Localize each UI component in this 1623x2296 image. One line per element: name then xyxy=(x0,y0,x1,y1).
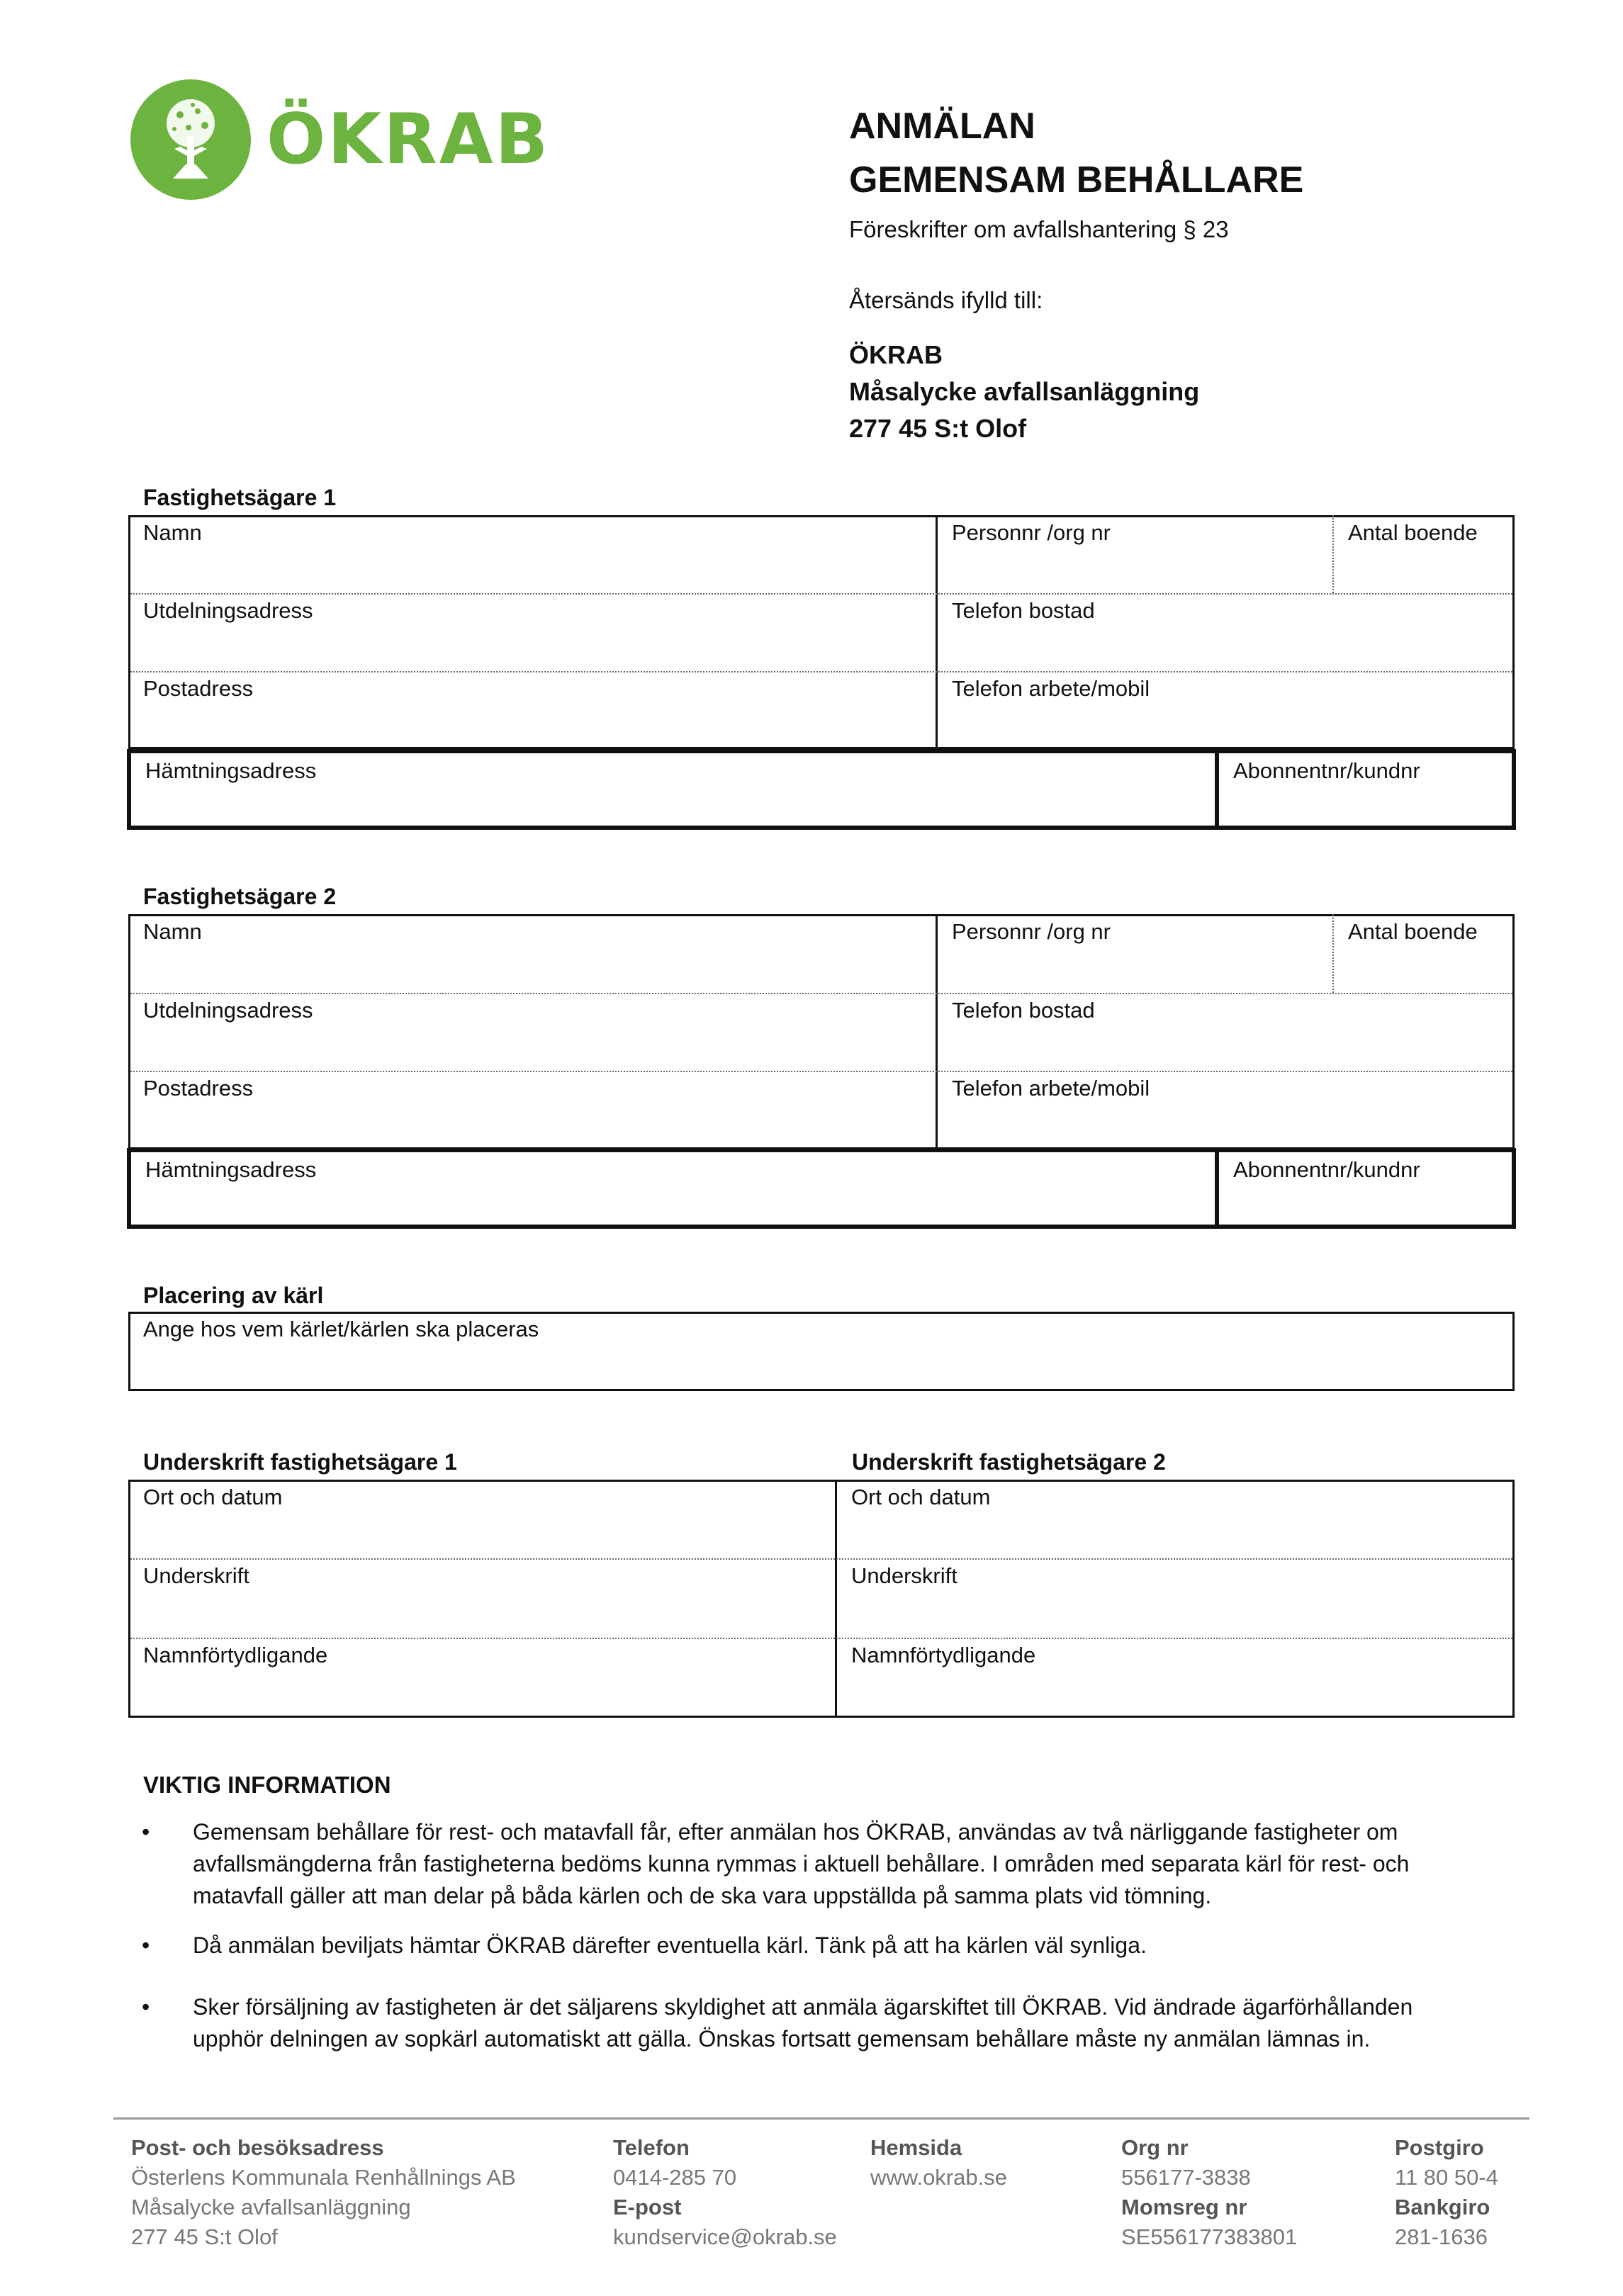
owner1-phone-home-field[interactable] xyxy=(938,594,1512,670)
owner2-personnr-field[interactable] xyxy=(938,915,1332,992)
field-label: Namnförtydligande xyxy=(143,1643,328,1667)
return-address-line-3: 277 45 S:t Olof xyxy=(849,414,1027,443)
footer-bankgiro-value: 281-1636 xyxy=(1395,2224,1488,2249)
title-line-2: GEMENSAM BEHÅLLARE xyxy=(849,159,1304,201)
field-label: Utdelningsadress xyxy=(143,998,313,1023)
bullet-icon: • xyxy=(142,1932,150,1958)
footer-web-label: Hemsida xyxy=(870,2135,962,2160)
footer-web xyxy=(870,2133,1007,2193)
field-label: Underskrift xyxy=(851,1563,957,1588)
field-label: Hämtningsadress xyxy=(145,758,317,783)
field-label: Personnr /org nr xyxy=(952,520,1111,545)
field-label: Personnr /org nr xyxy=(952,919,1111,944)
footer-bankgiro-label: Bankgiro xyxy=(1395,2195,1490,2219)
info-title: VIKTIG INFORMATION xyxy=(143,1772,391,1798)
footer-org-value: 556177-3838 xyxy=(1121,2165,1251,2190)
owner2-residents-field[interactable] xyxy=(1334,915,1512,992)
footer-web-link[interactable]: www.okrab.se xyxy=(870,2165,1007,2190)
field-label: Namn xyxy=(143,919,202,944)
owner2-section-title: Fastighetsägare 2 xyxy=(143,884,337,909)
footer-org-label: Org nr xyxy=(1121,2135,1189,2160)
footer-address-line: Måsalycke avfallsanläggning xyxy=(131,2195,411,2219)
return-address xyxy=(849,337,1199,447)
owner2-phone-home-field[interactable] xyxy=(938,994,1512,1070)
field-label: Utdelningsadress xyxy=(143,598,313,623)
return-address-line-2: Måsalycke avfallsanläggning xyxy=(849,377,1200,406)
field-label: Telefon arbete/mobil xyxy=(952,1076,1150,1101)
field-label: Underskrift xyxy=(143,1563,249,1588)
owner1-subscriber-nr-field[interactable] xyxy=(1219,754,1511,825)
title-line-1: ANMÄLAN xyxy=(849,106,1035,147)
owner2-subscriber-nr-field[interactable] xyxy=(1219,1153,1511,1224)
field-label: Postadress xyxy=(143,1076,254,1101)
footer-vat-value: SE556177383801 xyxy=(1121,2224,1298,2249)
owner1-phone-work-field[interactable] xyxy=(938,672,1512,748)
owner2-delivery-address-field[interactable] xyxy=(129,994,936,1070)
field-label: Namn xyxy=(143,520,202,545)
field-label: Abonnentnr/kundnr xyxy=(1233,1157,1420,1182)
field-label: Telefon arbete/mobil xyxy=(952,676,1150,701)
field-label: Postadress xyxy=(143,676,254,701)
footer-payment xyxy=(1395,2133,1498,2252)
footer-postgiro-label: Postgiro xyxy=(1395,2135,1484,2160)
footer-divider xyxy=(113,2117,1529,2120)
footer-address-label: Post- och besöksadress xyxy=(131,2135,384,2160)
footer-phone-value: 0414-285 70 xyxy=(613,2165,737,2190)
footer-postgiro-value: 11 80 50-4 xyxy=(1395,2165,1498,2190)
footer-phone-label: Telefon xyxy=(613,2135,690,2160)
field-label: Antal boende xyxy=(1348,919,1478,944)
page-title xyxy=(849,99,1303,207)
owner1-personnr-field[interactable] xyxy=(938,516,1332,592)
placement-field[interactable] xyxy=(129,1312,1514,1390)
owner1-section-title: Fastighetsägare 1 xyxy=(143,485,337,510)
owner1-pickup-address-field[interactable] xyxy=(131,754,1214,825)
field-label: Namnförtydligande xyxy=(851,1643,1036,1667)
owner2-phone-work-field[interactable] xyxy=(938,1071,1512,1148)
owner2-name-field[interactable] xyxy=(129,915,936,992)
footer-address-line: 277 45 S:t Olof xyxy=(131,2224,278,2249)
owner1-residents-field[interactable] xyxy=(1334,516,1512,592)
owner2-place-date-field[interactable] xyxy=(837,1480,1512,1558)
footer-address xyxy=(131,2133,516,2252)
field-label: Ort och datum xyxy=(143,1485,283,1509)
owner2-postal-address-field[interactable] xyxy=(129,1071,936,1148)
signature-owner2-title: Underskrift fastighetsägare 2 xyxy=(852,1449,1166,1475)
return-address-line-1: ÖKRAB xyxy=(849,340,943,369)
footer-address-line: Österlens Kommunala Renhållnings AB xyxy=(131,2165,516,2190)
footer-email-label: E-post xyxy=(613,2195,682,2219)
company-logo xyxy=(130,79,550,200)
info-item-text: Då anmälan beviljats hämtar ÖKRAB därefter eventuella kärl. Tänk på att ha kärlen väl synliga. xyxy=(193,1932,1147,1958)
logo-wordmark: ÖKRAB xyxy=(266,99,551,180)
owner2-pickup-address-field[interactable] xyxy=(131,1153,1214,1224)
signature-owner1-title: Underskrift fastighetsägare 1 xyxy=(143,1449,457,1475)
bullet-icon: • xyxy=(142,1819,150,1845)
owner1-place-date-field[interactable] xyxy=(129,1480,835,1558)
owner1-postal-address-field[interactable] xyxy=(129,672,936,748)
tree-logo-icon xyxy=(130,79,251,200)
field-label: Ange hos vem kärlet/kärlen ska placeras xyxy=(143,1317,539,1341)
field-label: Ort och datum xyxy=(851,1485,991,1509)
owner1-name-clarification-field[interactable] xyxy=(129,1638,835,1716)
footer-email-link[interactable]: kundservice@okrab.se xyxy=(613,2224,837,2249)
placement-section-title: Placering av kärl xyxy=(143,1283,324,1308)
owner1-name-field[interactable] xyxy=(129,516,936,592)
bullet-icon: • xyxy=(142,1994,150,2020)
footer-vat-label: Momsreg nr xyxy=(1121,2195,1247,2219)
owner1-delivery-address-field[interactable] xyxy=(129,594,936,670)
field-label: Telefon bostad xyxy=(952,598,1095,623)
field-label: Telefon bostad xyxy=(952,998,1095,1023)
footer-registration xyxy=(1121,2133,1297,2252)
footer-contact xyxy=(613,2133,837,2252)
field-label: Hämtningsadress xyxy=(145,1157,317,1182)
field-label: Antal boende xyxy=(1348,520,1478,545)
owner2-signature-field[interactable] xyxy=(837,1559,1512,1637)
field-label: Abonnentnr/kundnr xyxy=(1233,758,1420,783)
owner2-name-clarification-field[interactable] xyxy=(837,1638,1512,1716)
owner1-signature-field[interactable] xyxy=(129,1559,835,1637)
return-label: Återsänds ifylld till: xyxy=(849,287,1043,313)
regulation-reference: Föreskrifter om avfallshantering § 23 xyxy=(849,216,1229,242)
info-item-text: Gemensam behållare för rest- och matavfall får, efter anmälan hos ÖKRAB, användas av två närliggande fastigheter om avfallsmängderna från fastigheterna bedöms kunna rymmas i aktuell behållare. I områden med separata kärl för rest- och matavfall gäller att man delar på båda kärlen och de ska vara uppställda på samma plats vid tömning. xyxy=(193,1819,1410,1908)
info-item-text: Sker försäljning av fastigheten är det säljarens skyldighet att anmäla ägarskiftet till ÖKRAB. Vid ändrade ägarförhållanden upphör delningen av sopkärl automatiskt att gälla. Önskas fortsatt gemensam behållare måste ny anmälan lämnas in. xyxy=(193,1994,1413,2052)
